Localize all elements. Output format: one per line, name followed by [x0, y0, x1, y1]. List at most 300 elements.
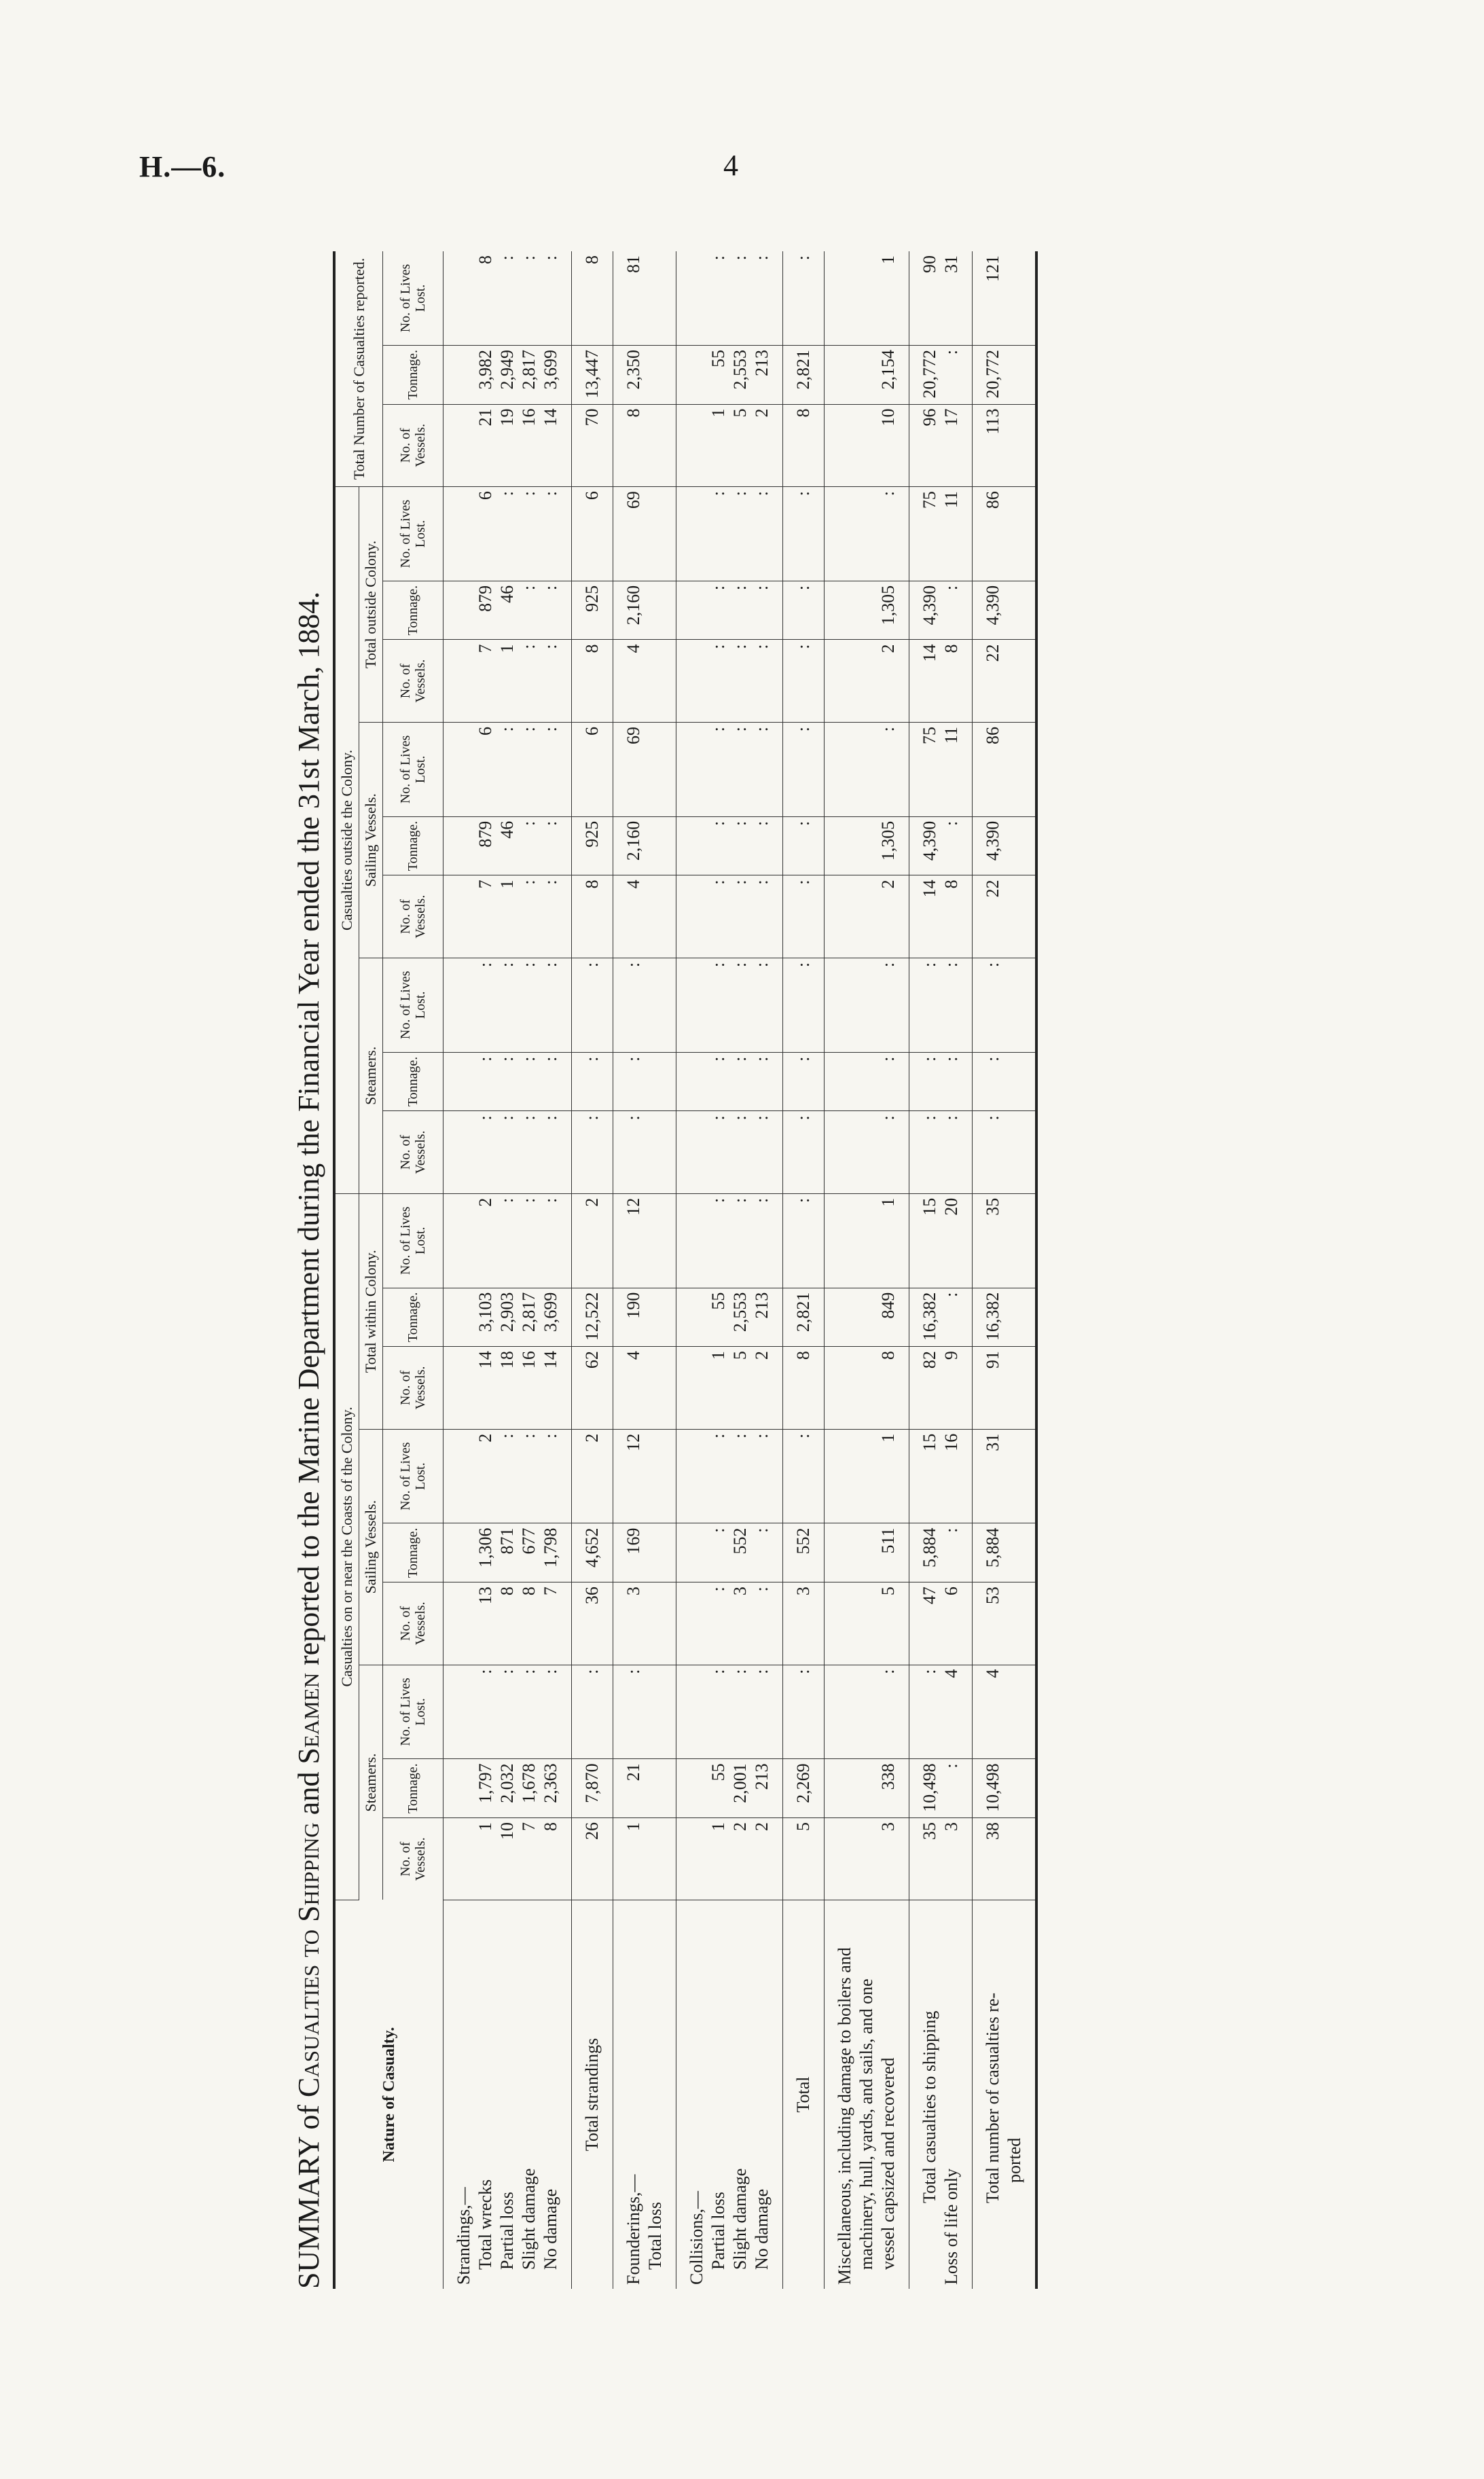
cell-value: :: [730, 1115, 750, 1121]
cell-value: :: [708, 585, 728, 591]
spacer: [856, 1669, 877, 1755]
cell-value: 849: [878, 1292, 898, 1319]
cell-value: 75: [920, 491, 939, 509]
cell-stack: [676, 1347, 783, 1430]
cell-value: 2: [752, 1351, 772, 1360]
cell-value: :: [878, 1669, 898, 1674]
cell-value: 12: [623, 1197, 643, 1216]
cell-stack: [909, 1759, 973, 1818]
cell-stack: [825, 251, 909, 345]
cell: 13,447: [572, 345, 613, 404]
cell-value: 2: [752, 1822, 772, 1831]
cell-value: 3,699: [541, 1292, 560, 1333]
cell-stack: [444, 958, 572, 1052]
spacer: [834, 1669, 856, 1755]
title-lead: SUMMARY of: [292, 2097, 325, 2289]
cell-stack: [825, 345, 909, 404]
cell-stack: [676, 640, 783, 723]
spacer: [686, 1115, 708, 1189]
cell-stack: [676, 1111, 783, 1194]
cell-value: 8: [623, 408, 643, 418]
cell-stack: [444, 1111, 572, 1194]
cell-stack: [444, 404, 572, 487]
spacer: [856, 1057, 877, 1107]
cell-stack: [909, 816, 973, 875]
spacer: [686, 1763, 708, 1813]
cell-stack: [613, 1193, 676, 1288]
cell-stack: [825, 1111, 909, 1194]
cell-value: 2,817: [519, 1292, 539, 1333]
cell-stack: [676, 581, 783, 640]
cell-value: 190: [623, 1292, 643, 1319]
row-label: Total casualties to shipping: [920, 2010, 939, 2203]
cell-value: :: [730, 585, 750, 591]
cell: :: [783, 640, 825, 723]
cell-value: 1: [475, 1822, 495, 1831]
cell-stack: [825, 404, 909, 487]
cell: :: [783, 1193, 825, 1288]
row-label: Total wrecks: [475, 2179, 495, 2270]
cell-value: 55: [708, 1763, 728, 1781]
spacer: [856, 1763, 877, 1813]
spacer: [856, 255, 877, 341]
cell: 8: [572, 640, 613, 723]
collisions-labels: [676, 1900, 783, 2290]
cell-value: 511: [878, 1527, 898, 1554]
cell-value: :: [541, 1115, 560, 1121]
cell-value: 5: [878, 1587, 898, 1596]
cell-value: :: [497, 726, 517, 732]
cell-value: 1: [878, 1433, 898, 1443]
cell-stack: [909, 1111, 973, 1194]
cell-value: 552: [730, 1527, 750, 1555]
title-tail: reported to the Marine Department during the Financial Year ended the 31st March, 1884.: [292, 591, 325, 1673]
founderings-labels: [613, 1900, 676, 2290]
cell-value: 1,797: [475, 1763, 495, 1803]
spacer: [856, 409, 877, 483]
spacer: [453, 1292, 475, 1343]
cell-value: 69: [623, 726, 643, 744]
cell: :: [973, 1111, 1037, 1194]
cell-value: :: [730, 644, 750, 649]
cell: :: [572, 1111, 613, 1194]
cell-value: :: [941, 820, 961, 827]
spacer: [453, 1434, 475, 1519]
within-group-header: Casualties on or near the Coasts of the Colony.: [334, 1193, 359, 1900]
cell: 552: [783, 1523, 825, 1582]
cell-stack: [613, 1582, 676, 1665]
table-row: [909, 251, 973, 2289]
cell-value: 2: [475, 1197, 495, 1207]
cell-value: 1,798: [541, 1527, 560, 1568]
cell-value: :: [752, 880, 772, 885]
cell-value: :: [497, 1669, 517, 1674]
cell-value: 1: [878, 255, 898, 264]
cell-value: 8: [541, 1822, 560, 1831]
cell-value: :: [752, 1197, 772, 1204]
cell-value: :: [752, 1587, 772, 1592]
cell-stack: [444, 1288, 572, 1347]
cell-value: 879: [475, 585, 495, 612]
cell-stack: [444, 1665, 572, 1759]
spacer: [686, 350, 708, 400]
cell-value: :: [941, 585, 961, 591]
spacer: [856, 1292, 877, 1343]
cell-value: 15: [920, 1197, 939, 1216]
cell-value: :: [752, 726, 772, 732]
cell: 7,870: [572, 1759, 613, 1818]
cell: 62: [572, 1347, 613, 1430]
cell-value: 677: [519, 1527, 539, 1555]
cell-value: :: [541, 726, 560, 732]
cell-value: 3: [730, 1587, 750, 1596]
cell-value: :: [941, 962, 961, 968]
spacer: [453, 1351, 475, 1425]
cell-value: 4: [623, 1351, 643, 1360]
cell-value: 1: [708, 1822, 728, 1831]
cell: 38: [973, 1817, 1037, 1900]
cell-value: :: [475, 1115, 495, 1121]
row-group-head: Collisions,—: [687, 2191, 706, 2285]
cell-value: :: [708, 962, 728, 968]
cell: :: [783, 1429, 825, 1523]
cell-value: :: [730, 880, 750, 885]
spacer: [834, 1763, 856, 1813]
cell-stack: [676, 816, 783, 875]
row-label: Total loss: [645, 2201, 665, 2270]
cell-stack: [676, 345, 783, 404]
cell-value: 21: [623, 1763, 643, 1781]
cell-stack: [676, 1288, 783, 1347]
spacer: [856, 491, 877, 577]
spacer: [686, 1434, 708, 1519]
cell-stack: [613, 640, 676, 723]
cell-value: 19: [497, 408, 517, 427]
cell-value: 3,699: [541, 349, 560, 390]
cell-value: 10: [497, 1822, 517, 1840]
title-smallcaps-2: Seamen: [292, 1672, 325, 1765]
spacer: [834, 1434, 856, 1519]
row-label: Slight damage: [730, 2168, 750, 2270]
cell-value: :: [730, 962, 750, 968]
cell: :: [973, 958, 1037, 1052]
cell-stack: [909, 640, 973, 723]
cell-stack: [825, 1665, 909, 1759]
cell-value: :: [752, 644, 772, 649]
cell-stack: [909, 1817, 973, 1900]
cell-value: 6: [941, 1587, 961, 1596]
cell-value: 20,772: [920, 349, 939, 399]
cell-value: :: [623, 962, 643, 968]
cell-value: 18: [497, 1351, 517, 1369]
cell-value: 8: [497, 1587, 517, 1596]
cell-value: 1: [708, 408, 728, 418]
spacer: [856, 962, 877, 1048]
cell-stack: [825, 487, 909, 581]
cell: 8: [572, 875, 613, 958]
cell-stack: [825, 1523, 909, 1582]
cell-stack: [613, 1052, 676, 1111]
cell-value: :: [497, 255, 517, 261]
cell-value: 21: [475, 408, 495, 427]
cell-value: :: [708, 1433, 728, 1438]
spacer: [856, 880, 877, 954]
cell: 2,821: [783, 1288, 825, 1347]
cell-value: :: [623, 1056, 643, 1062]
cell-value: 35: [920, 1822, 939, 1840]
cell-stack: [613, 251, 676, 345]
cell-stack: [909, 251, 973, 345]
cell-stack: [909, 1052, 973, 1111]
cell: 70: [572, 404, 613, 487]
row-group-head: Strandings,—: [454, 2187, 473, 2285]
cell-stack: [909, 1665, 973, 1759]
spacer: [856, 1198, 877, 1284]
spacer: [856, 585, 877, 636]
cell-stack: [444, 875, 572, 958]
table-row: [572, 251, 613, 2289]
cell-value: 1,678: [519, 1763, 539, 1803]
cell: :: [783, 1052, 825, 1111]
cell-value: :: [878, 962, 898, 968]
cell: :: [783, 958, 825, 1052]
cell-value: :: [730, 255, 750, 261]
cell-value: :: [519, 491, 539, 496]
cell-stack: [909, 722, 973, 816]
cell: 20,772: [973, 345, 1037, 404]
spacer: [453, 255, 475, 341]
summary-table-rotated: [285, 251, 1161, 2289]
cell-value: 2,160: [623, 585, 643, 626]
cell-stack: [909, 581, 973, 640]
cell-value: 4,390: [920, 820, 939, 861]
cell-value: :: [752, 1527, 772, 1533]
spacer: [686, 1198, 708, 1284]
cell-value: :: [708, 880, 728, 885]
spacer: [686, 1587, 708, 1661]
cell-stack: [613, 816, 676, 875]
cell-stack: [676, 722, 783, 816]
row-group-head: Founderings,—: [623, 2174, 643, 2285]
cell-value: 1: [497, 880, 517, 889]
page-reference: H.—6.: [139, 150, 226, 183]
cell: 26: [572, 1817, 613, 1900]
spacer: [834, 962, 856, 1048]
cell-value: :: [541, 880, 560, 885]
col-vessels: No. of Vessels.: [383, 1347, 444, 1430]
cell-value: :: [708, 1115, 728, 1121]
spacer: [453, 821, 475, 871]
cell-stack: [825, 581, 909, 640]
cell: :: [783, 816, 825, 875]
spacer: [834, 491, 856, 577]
col-lives: No. of Lives Lost.: [383, 251, 444, 345]
cell-value: :: [730, 1197, 750, 1204]
cell-value: :: [708, 1056, 728, 1062]
cell-value: :: [878, 1056, 898, 1062]
cell-value: 10,498: [920, 1763, 939, 1812]
cell: 22: [973, 640, 1037, 723]
cell-value: :: [941, 1763, 961, 1769]
spacer: [834, 1587, 856, 1661]
cell: :: [783, 251, 825, 345]
cell-value: 17: [941, 408, 961, 427]
cell-value: 2,032: [497, 1763, 517, 1803]
spacer: [834, 1198, 856, 1284]
cell-stack: [676, 1523, 783, 1582]
cell-stack: [909, 1429, 973, 1523]
table-row: [676, 251, 783, 2289]
cell: :: [783, 487, 825, 581]
cell: :: [572, 958, 613, 1052]
col-tonnage: Tonnage.: [383, 1288, 444, 1347]
cell-stack: [613, 1111, 676, 1194]
table-row: [613, 251, 676, 2289]
cell-stack: [444, 251, 572, 345]
spacer: [856, 350, 877, 400]
spacer: [834, 1292, 856, 1343]
spacer: [453, 1587, 475, 1661]
outside-sailing-header: Sailing Vessels.: [359, 722, 383, 958]
cell-value: 2,903: [497, 1292, 517, 1333]
cell-value: 4: [623, 644, 643, 653]
cell-stack: [909, 958, 973, 1052]
table-row: [973, 251, 1037, 2289]
cell-value: :: [878, 491, 898, 496]
within-steamers-header: Steamers.: [359, 1665, 383, 1900]
cell-value: :: [519, 726, 539, 732]
col-tonnage: Tonnage.: [383, 345, 444, 404]
cell-value: :: [941, 349, 961, 355]
cell-value: 13: [475, 1587, 495, 1605]
row-label: Loss of life only: [941, 2168, 961, 2285]
spacer: [453, 1669, 475, 1755]
cell-value: :: [752, 585, 772, 591]
cell-value: :: [941, 1292, 961, 1297]
cell-value: :: [497, 1056, 517, 1062]
cell-value: :: [541, 1197, 560, 1204]
outside-group-header: Casualties outside the Colony.: [334, 487, 359, 1194]
cell-value: 1: [878, 1197, 898, 1207]
cell-value: 8: [519, 1587, 539, 1596]
cell: :: [783, 722, 825, 816]
cell-stack: [825, 875, 909, 958]
cell-stack: [613, 487, 676, 581]
strandings-labels: [444, 1900, 572, 2290]
cell-value: 14: [920, 644, 939, 662]
cell-value: 5: [730, 408, 750, 418]
cell-stack: [825, 640, 909, 723]
spacer: [834, 409, 856, 483]
cell-value: 1,306: [475, 1527, 495, 1568]
cell: 8: [783, 1347, 825, 1430]
spacer: [686, 821, 708, 871]
cell-stack: [613, 1429, 676, 1523]
cell-value: :: [920, 1115, 939, 1121]
table-row: [783, 251, 825, 2289]
cell-value: 14: [475, 1351, 495, 1369]
cell-value: 1,305: [878, 585, 898, 626]
col-lives: No. of Lives Lost.: [383, 1429, 444, 1523]
cell: 2: [572, 1193, 613, 1288]
cell-value: 20: [941, 1197, 961, 1216]
table-title: [285, 251, 333, 2289]
cell-value: :: [708, 1587, 728, 1592]
cell: 91: [973, 1347, 1037, 1430]
cell-value: 81: [623, 255, 643, 273]
cell-value: 2,350: [623, 349, 643, 390]
cell-value: 8: [475, 255, 495, 264]
cell-stack: [444, 1193, 572, 1288]
spacer: [686, 644, 708, 718]
spacer: [686, 585, 708, 636]
cell-value: 2,553: [730, 349, 750, 390]
cell-stack: [444, 581, 572, 640]
cell: :: [572, 1052, 613, 1111]
cell: 22: [973, 875, 1037, 958]
title-smallcaps-1: Casualties to Shipping: [292, 1822, 325, 2098]
cell: 2,821: [783, 345, 825, 404]
cell-value: :: [541, 1669, 560, 1674]
cell-stack: [613, 722, 676, 816]
cell: 925: [572, 816, 613, 875]
cell-value: 3,103: [475, 1292, 495, 1333]
spacer: [834, 1528, 856, 1578]
cell: 10,498: [973, 1759, 1037, 1818]
cell-value: 47: [920, 1587, 939, 1605]
cell-value: 5,884: [920, 1527, 939, 1568]
cell-value: 871: [497, 1527, 517, 1555]
cell-value: 82: [920, 1351, 939, 1369]
cell-value: :: [519, 1433, 539, 1438]
cell-value: 2,817: [519, 349, 539, 390]
cell-value: 7: [541, 1587, 560, 1596]
cell-stack: [444, 1429, 572, 1523]
row-label: ported: [1005, 2137, 1024, 2183]
spacer: [686, 1528, 708, 1578]
row-label: No damage: [541, 2188, 560, 2270]
cell-stack: [444, 722, 572, 816]
cell-value: 1: [708, 1351, 728, 1360]
spacer: [686, 1057, 708, 1107]
cell-value: 213: [752, 349, 772, 376]
cell: 4,390: [973, 581, 1037, 640]
cell-value: 2: [878, 644, 898, 653]
spacer: [856, 821, 877, 871]
row-label: Total: [783, 1900, 825, 2290]
cell-value: 5: [730, 1351, 750, 1360]
spacer: [453, 1057, 475, 1107]
spacer: [686, 727, 708, 812]
cell-value: 16: [519, 1351, 539, 1369]
cell-stack: [825, 1347, 909, 1430]
spacer: [856, 1587, 877, 1661]
cell-value: 16: [941, 1433, 961, 1451]
cell-value: 1: [623, 1822, 643, 1831]
cell-value: :: [519, 1115, 539, 1121]
cell-value: 2,363: [541, 1763, 560, 1803]
cell-value: 3: [878, 1822, 898, 1831]
cell-value: 8: [941, 644, 961, 653]
cell-value: 16,382: [920, 1292, 939, 1341]
spacer: [686, 1292, 708, 1343]
cell-value: :: [730, 491, 750, 496]
cell-value: 11: [941, 491, 961, 509]
cell-value: :: [708, 1669, 728, 1674]
cell-stack: [909, 1347, 973, 1430]
cell-value: 2: [878, 880, 898, 889]
cell-stack: [909, 345, 973, 404]
